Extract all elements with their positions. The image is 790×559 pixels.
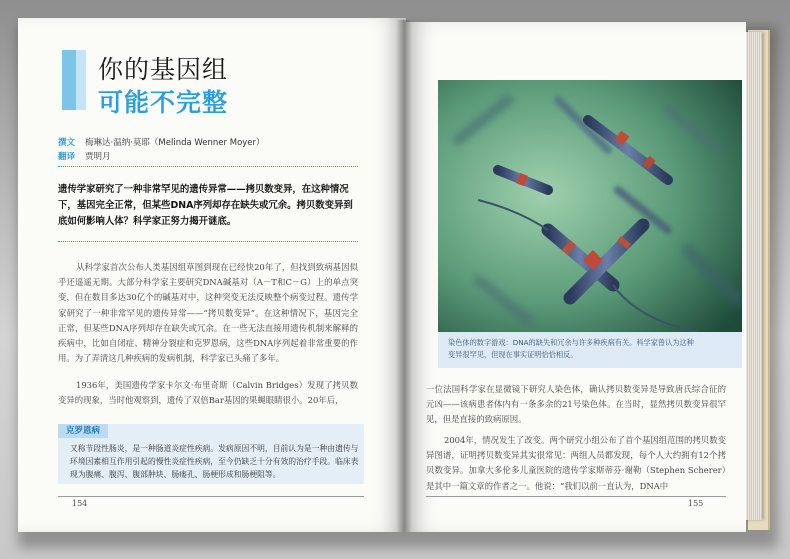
- book-spine: [396, 20, 412, 532]
- credit-translator-value: 贾明月: [85, 152, 111, 162]
- chromosomes-photo: [438, 80, 742, 332]
- page-number-right: 155: [688, 499, 704, 508]
- body-paragraph-3-text: 一位法国科学家在显微镜下研究人染色体，确认拷贝数变异是导致唐氏综合征的元凶——该病患者体内有一条多余的21号染色体。在当时，显然拷贝数变异很罕见，但是直接的致病原因。: [426, 384, 726, 425]
- page-edges: [744, 32, 762, 520]
- article-title-line1: 你的基因组: [98, 55, 229, 84]
- page-number-left: 154: [72, 499, 88, 508]
- title-accent-bar: [62, 50, 76, 110]
- credit-author-value: 梅琳达·温纳·莫耶（Melinda Wenner Moyer）: [85, 138, 265, 148]
- article-lead: 遗传学家研究了一种非常罕见的遗传异常——拷贝数变异，在这种情况下，基因完全正常，但某些DNA序列却存在缺失或冗余。拷贝数变异到底如何影响人体？科学家正努力揭开谜底。: [58, 184, 353, 227]
- credit-author-key: 撰文: [58, 138, 76, 148]
- credit-translator-key: 翻译: [58, 152, 76, 162]
- body-paragraph-4: [426, 433, 726, 494]
- credits-divider: [58, 166, 358, 167]
- body-paragraph-4-text: 2004年，情况发生了改变。两个研究小组公布了首个基因组范围的拷贝数变异图谱，证明拷贝数变异其实很常见：两组人员都发现，每个人大约拥有12个拷贝数变异。加拿大多伦多儿童医院的遗传学家斯蒂芬·谢勒（Stephen Scherer）是其中一篇文章的作者之一。他说：“我们以前一直认为，DNA中: [426, 435, 726, 491]
- photo-caption: 染色体的数字游戏：DNA的缺失和冗余与许多种疾病有关。科学家曾认为这种变异很罕见，但现在事实证明恰恰相反。: [448, 338, 694, 359]
- footer-rule-left: [58, 496, 364, 497]
- body-paragraph-2: [58, 378, 358, 408]
- credits: [58, 136, 265, 164]
- footer-rule-right: [426, 496, 726, 497]
- body-paragraph-1-text: 从科学家首次公布人类基因组草图到现在已经快20年了，但找到致病基因似乎还遥遥无期。大部分科学家主要研究DNA碱基对（A－T和C－G）上的单点突变，但在数目多达30亿个的碱基对中，这种突变无法反映整个病变过程。遗传学家研究了一种非常罕见的遗传异常——“拷贝数变异”。在这种情况下，基因完全正常，但某些DNA序列却存在缺失或冗余。在一些无法直接用遗传机制来解释的疾病中，比如自闭症、精神分裂症和克罗恩病，这些DNA序列起着非常重要的作用。为了弄清这几种疾病的发病机制，科学家已头痛了多年。: [58, 262, 358, 364]
- title-accent-bar-light: [76, 50, 86, 110]
- body-paragraph-3: [426, 382, 726, 428]
- article-title-line2: 可能不完整: [98, 88, 229, 117]
- lead-divider: [58, 241, 358, 242]
- sidebar-text: 又称节段性肠炎，是一种肠道炎症性疾病。发病原因不明，目前认为是一种由遗传与环境因素相互作用引起的慢性炎症性疾病，至今仍缺乏十分有效的治疗手段。临床表现为腹痛、腹泻、腹部肿块、肠瘘孔、肠梗形成和肠梗阻等。: [70, 444, 359, 480]
- chromosomes-illustration: [438, 80, 742, 332]
- body-paragraph-1: [58, 260, 358, 366]
- sidebar-title: 克罗恩病: [58, 424, 108, 438]
- credit-author: [58, 136, 265, 150]
- credit-translator: [58, 150, 265, 164]
- body-paragraph-2-text: 1936年，美国遗传学家卡尔文·布里奇斯（Calvin Bridges）发现了拷贝数变异的现象，当时他观察到，遗传了双倍Bar基因的果蝇眼睛很小。20年后，: [58, 380, 358, 406]
